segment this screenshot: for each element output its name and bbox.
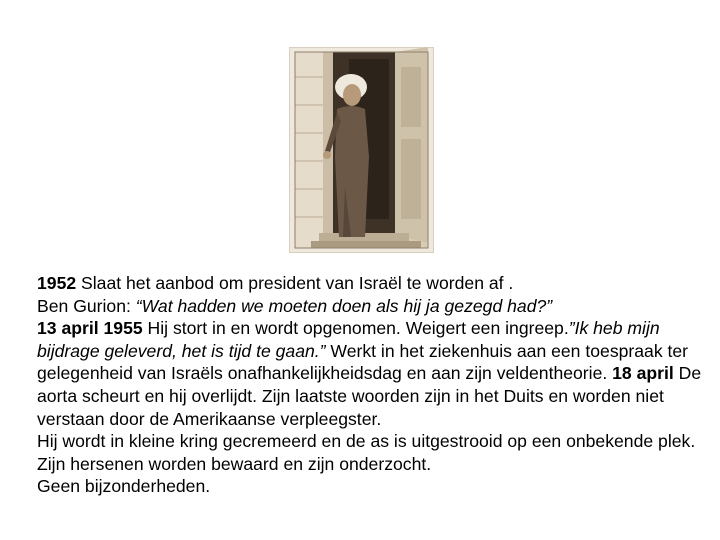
biography-text [37, 272, 707, 498]
text-geen-bijzonderheden: Geen bijzonderheden. [37, 476, 211, 497]
quote-bijdrage: ”Ik heb mijn bijdrage geleverd, het is tijd te gaan.” [37, 318, 660, 361]
paragraph-1955 [37, 317, 707, 430]
paragraph-crematie [37, 430, 707, 475]
paragraph-1952 [37, 272, 707, 295]
date-18-april: 18 april [612, 363, 674, 384]
paragraph-ben-gurion [37, 295, 707, 318]
sepia-portrait-icon [289, 47, 434, 253]
date-13-april-1955: 13 april 1955 [37, 318, 143, 339]
paragraph-geen-bijzonderheden [37, 475, 707, 498]
year-1952: 1952 [37, 273, 77, 293]
ben-gurion-lead: Ben Gurion: [37, 295, 136, 316]
text-1952: Slaat het aanbod om president van Israël te worden af . [76, 273, 514, 293]
portrait-photo [289, 47, 434, 253]
text-ziekenhuis: Werkt in het ziekenhuis aan een toespraak ter gelegenheid van Israëls onafhankelijkheidsdag en aan zijn veldentheorie. [37, 340, 689, 384]
ben-gurion-quote: “Wat hadden we moeten doen als hij ja gezegd had?” [135, 295, 553, 316]
text-crematie: Hij wordt in kleine kring gecremeerd en de as is uitgestrooid op een onbekende plek. Zijn hersenen worden bewaard en zijn onderzocht. [37, 431, 696, 474]
text-1955: Hij stort in en wordt opgenomen. Weigert een ingreep. [142, 318, 569, 339]
text-aorta: De aorta scheurt en hij overlijdt. Zijn laatste woorden zijn in het Duits en worden niet verstaan door de Amerikaanse verpleegster. [37, 363, 702, 429]
